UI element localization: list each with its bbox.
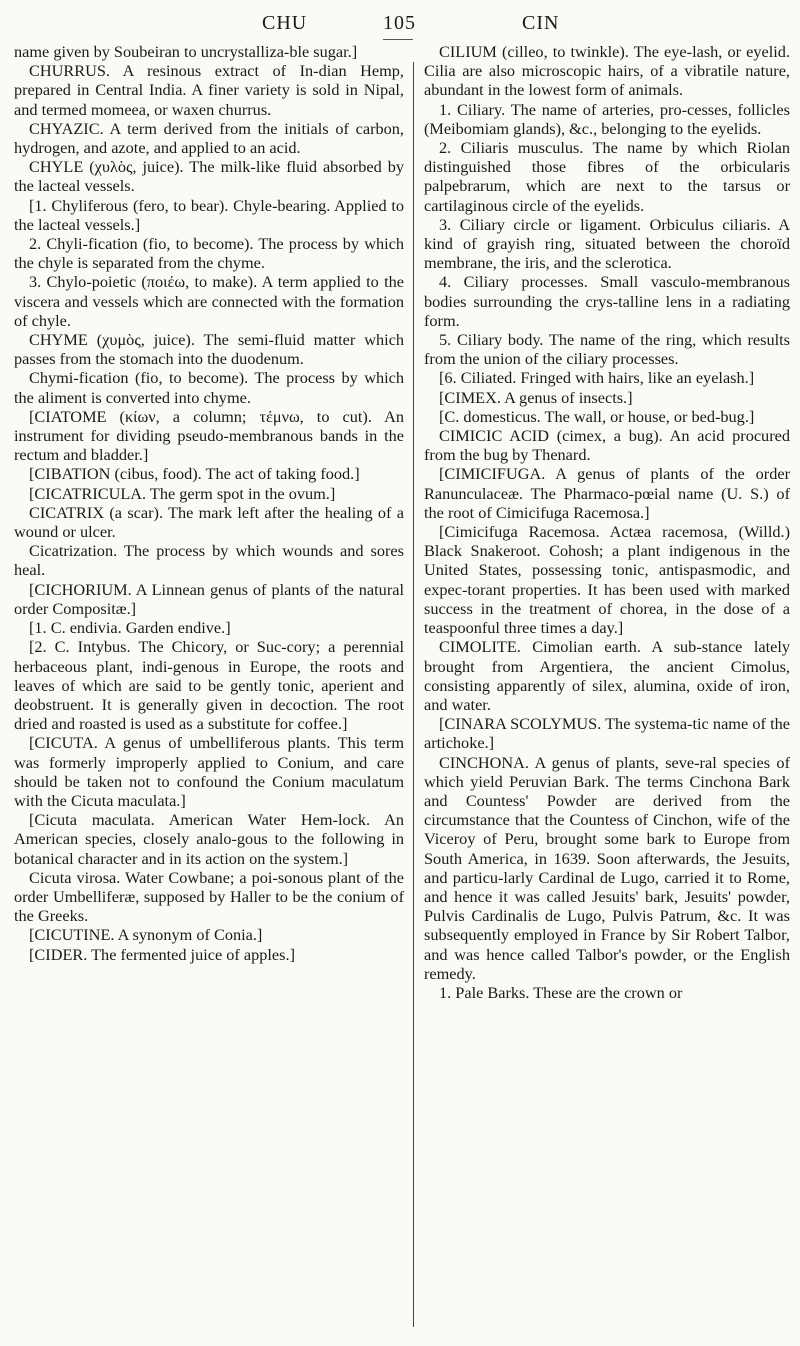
entry: [CIATOME (κίων, a column; τέμνω, to cut). An instrument for dividing pseudo-membranous bands in the rectum and bladder.] — [14, 406, 404, 465]
column-divider — [413, 62, 414, 1327]
entry: [CICUTINE. A synonym of Conia.] — [29, 925, 263, 945]
entry: CHYLE (χυλὸς, juice). The milk-like fluid absorbed by the lacteal vessels. — [14, 157, 404, 196]
entry: [1. Chyliferous (fero, to bear). Chyle-bearing. Applied to the lacteal vessels.] — [14, 195, 404, 234]
entry: [1. C. endivia. Garden endive.] — [29, 618, 231, 638]
entry: name given by Soubeiran to uncrystalliza-ble sugar.] — [14, 42, 358, 61]
entry: Chymi-fication (fio, to become). The process by which the aliment is converted into chyme. — [14, 368, 404, 407]
entry: Cicuta virosa. Water Cowbane; a poi-sonous plant of the order Umbelliferæ, supposed by Haller to be the conium of the Greeks. — [14, 867, 404, 926]
entry: 2. Chyli-fication (fio, to become). The process by which the chyle is separated from the chyme. — [14, 234, 404, 273]
entry: [CIMEX. A genus of insects.] — [439, 387, 633, 407]
entry: CHYAZIC. A term derived from the initials of carbon, hydrogen, and azote, and applied to an acid. — [14, 118, 404, 158]
page-number: 105 — [383, 12, 416, 34]
entry: Cicatrization. The process by which wounds and sores heal. — [14, 541, 404, 580]
entry: 1. Ciliary. The name of arteries, pro-cesses, follicles (Meibomiam glands), &c., belonging to the eyelids. — [424, 99, 790, 138]
entry: [CIDER. The fermented juice of apples.] — [29, 944, 295, 964]
entry: [CICATRICULA. The germ spot in the ovum.] — [29, 483, 336, 503]
entry: 3. Ciliary circle or ligament. Orbiculus ciliaris. A kind of grayish ring, situated between the choroïd membrane, the iris, and the sclerotica. — [424, 214, 790, 273]
entry: [2. C. Intybus. The Chicory, or Suc-cory; a perennial herbaceous plant, indi-genous in Europe, the roots and leaves of which are said to be gently tonic, aperient and deobstruent. It is generally given in decoction. The root dried and roasted is used as a substitute for coffee.] — [14, 637, 404, 734]
entry: CILIUM (cilleo, to twinkle). The eye-lash, or eyelid. Cilia are also microscopic hairs, of a vibratile nature, abundant in the lowest form of animals. — [424, 42, 790, 100]
entry: [Cimicifuga Racemosa. Actæa racemosa, (Willd.) Black Snakeroot. Cohosh; a plant indigenous in the United States, possessing tonic, antispasmodic, and expec-torant properties. It has been used with marked success in the treatment of chorea, in the dose of a teaspoonful three times a day.] — [424, 522, 790, 638]
entry: [CINARA SCOLYMUS. The systema-tic name of the artichoke.] — [424, 714, 790, 753]
header-right-guideword: CIN — [522, 12, 560, 34]
entry: CHURRUS. A resinous extract of In-dian Hemp, prepared in Central India. A finer variety is sold in Nipal, and termed momeea, or waxen churrus. — [14, 61, 404, 119]
entry: [6. Ciliated. Fringed with hairs, like an eyelash.] — [439, 368, 755, 388]
entry: [CIBATION (cibus, food). The act of taking food.] — [29, 464, 360, 484]
entry: CIMICIC ACID (cimex, a bug). An acid procured from the bug by Thenard. — [424, 426, 790, 465]
left-column — [14, 42, 404, 964]
entry: 2. Ciliaris musculus. The name by which Riolan distinguished those fibres of the orbicularis palpebrarum, which are next to the tarsus or cartilaginous circle of the eyelids. — [424, 138, 790, 215]
page-header — [0, 6, 800, 40]
entry: 1. Pale Barks. These are the crown or — [439, 982, 683, 1002]
entry: [CICUTA. A genus of umbelliferous plants. This term was formerly improperly applied to Conium, and care should be taken not to confound the Conium maculatum with the Cicuta maculata.] — [14, 733, 404, 810]
header-ornament — [383, 39, 413, 40]
entry: 5. Ciliary body. The name of the ring, which results from the union of the ciliary processes. — [424, 330, 790, 369]
entry: [Cicuta maculata. American Water Hem-lock. An American species, closely analo-gous to the following in botanical character and in its action on the system.] — [14, 810, 404, 868]
entry: 3. Chylo-poietic (ποιέω, to make). A term applied to the viscera and vessels which are connected with the formation of chyle. — [14, 272, 404, 330]
entry: CHYME (χυμὸς, juice). The semi-fluid matter which passes from the stomach into the duodenum. — [14, 330, 404, 369]
header-left-guideword: CHU — [262, 12, 308, 34]
entry: [C. domesticus. The wall, or house, or bed-bug.] — [439, 406, 755, 426]
entry: CICATRIX (a scar). The mark left after the healing of a wound or ulcer. — [14, 502, 404, 542]
entry: CIMOLITE. Cimolian earth. A sub-stance lately brought from Argentiera, the ancient Cimolus, consisting apparently of silex, alumina, oxide of iron, and water. — [424, 637, 790, 714]
entry: [CIMICIFUGA. A genus of plants of the order Ranunculaceæ. The Pharmaco-pœial name (U. S.) of the root of Cimicifuga Racemosa.] — [424, 464, 790, 522]
entry: 4. Ciliary processes. Small vasculo-membranous bodies surrounding the crys-talline lens in a radiating form. — [424, 272, 790, 330]
right-column — [424, 42, 790, 1002]
entry: [CICHORIUM. A Linnean genus of plants of the natural order Compositæ.] — [14, 579, 404, 618]
entry: CINCHONA. A genus of plants, seve-ral species of which yield Peruvian Bark. The terms Cinchona Bark and Countess' Powder are derived from the circumstance that the Countess of Cinchon, wife of the Viceroy of Peru, brought some bark to Europe from South America, in 1639. Soon afterwards, the Jesuits, and particu-larly Cardinal de Lugo, carried it to Rome, and hence it was called Jesuits' bark, Jesuits' powder, Pulvis Cardinalis de Lugo, Pulvis Patrum, &c. It was subsequently employed in France by Sir Robert Talbor, and was hence called Talbor's powder, or the English remedy. — [424, 752, 790, 983]
